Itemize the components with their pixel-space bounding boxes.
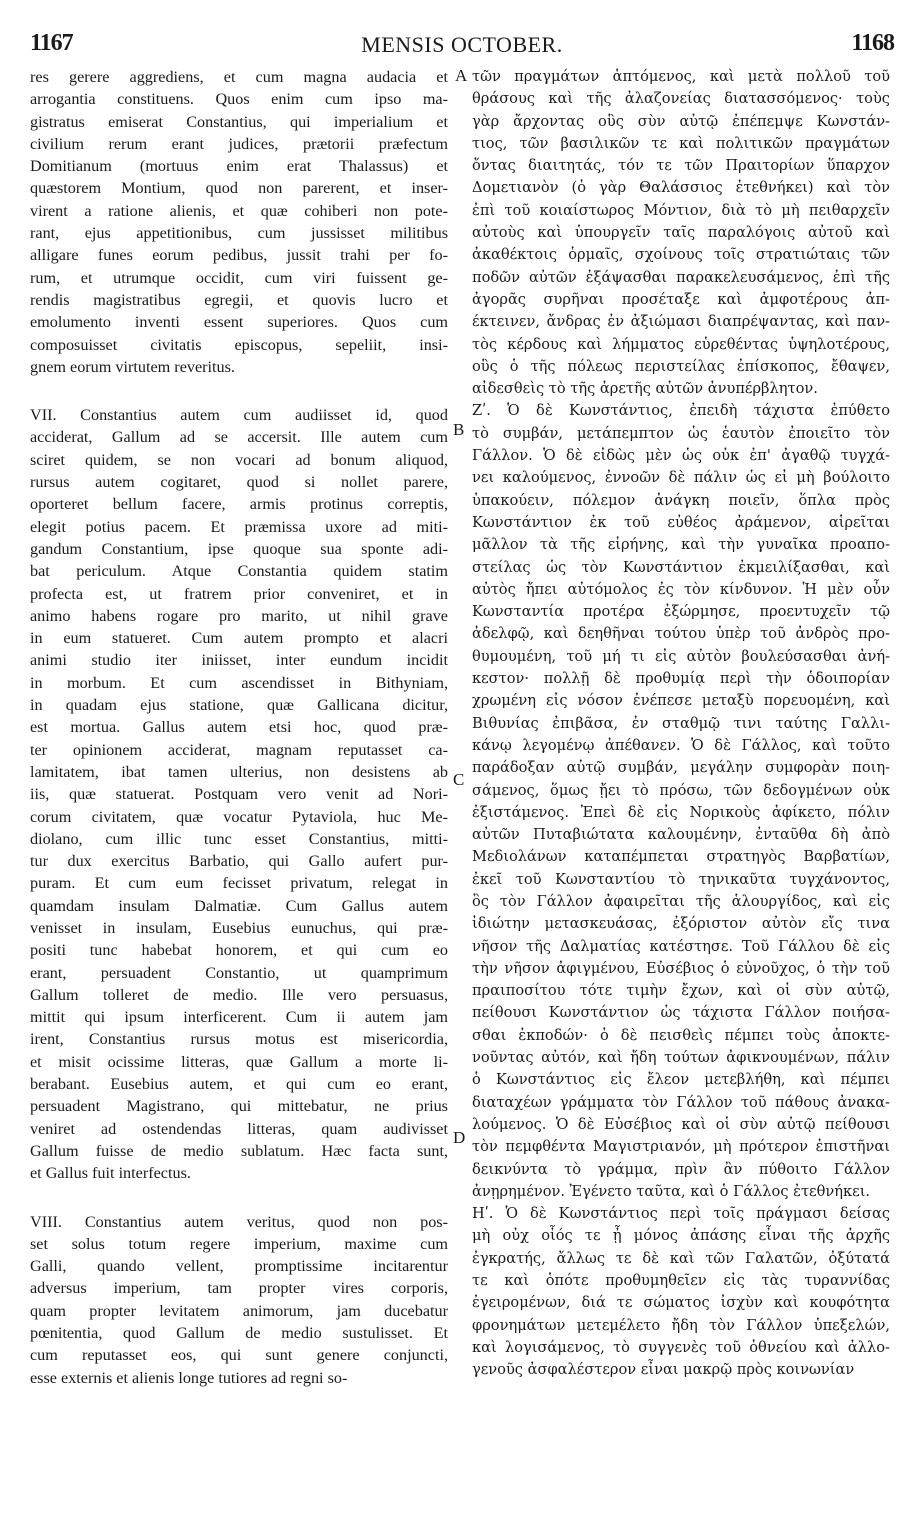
text-line: quam propter levitatem animorum, jam ducebatur <box>30 1301 448 1320</box>
text-line: δεικνύντα τὸ γράμμα, πρὶν ἂν πύθοιτο Γάλλον <box>472 1160 890 1178</box>
text-line: στείλας ὡς τὸν Κωνστάντιον ἐκμειλίξασθαι, καὶ <box>472 558 890 576</box>
text-line: in morbum. Et cum ascendisset in Bithyniam, <box>30 673 448 692</box>
text-line: emolumento inventi essent superiores. Quos cum <box>30 313 448 332</box>
text-line: esse externis et alienis longe tutiores ad regni so- <box>30 1368 348 1387</box>
text-line: αὐτὸς ἤπει αὐτόμολος ἐς τὸν κίνδυνον. Ἡ μὲν οὖν <box>472 580 890 598</box>
text-line: τιος, τῶν βασιλικῶν τε καὶ πολιτικῶν πραγμάτων <box>472 134 890 152</box>
text-line: VII. Constantius autem cum audiisset id, quod <box>30 406 448 425</box>
text-line: ἐγκρατής, ἄλλως τε δὲ καὶ τῶν Γαλατῶν, ὀξύτατά <box>472 1249 890 1267</box>
text-line: gistratus emiserat Constantius, qui imperialium et <box>30 112 448 131</box>
text-line: Gallum tolleret de medio. Ille vero persuasus, <box>30 985 448 1004</box>
text-line: οὓς ὁ τῆς πόλεως περιστείλας ἐπίσκοπος, ἔθαψεν, <box>472 357 890 375</box>
text-line: Μεδιολάνων καταπέμπεται στρατηγὸς Βαρβατίων, <box>472 848 890 866</box>
text-line: arrogantia constituens. Quos enim cum ipso ma- <box>30 90 448 109</box>
text-line: Ζʹ. Ὁ δὲ Κωνστάντιος, ἐπειδὴ τάχιστα ἐπύθετο <box>472 402 890 420</box>
text-line: ἰδιώτην μετασκευάσας, ἐξόριστον αὐτὸν εἴς τινα <box>472 915 890 933</box>
text-line: diolano, cum illic tunc esset Constantius, mitti- <box>30 829 448 848</box>
text-line: profecta est, ut fratrem prior conveniret, et in <box>30 584 448 603</box>
text-line: irent, Constantius rursus motus est misericordia, <box>30 1030 448 1049</box>
text-line: θράσους καὶ τῆς ἀλαζονείας διατασσόμενος· τοὺς <box>472 90 890 108</box>
page-number-left: 1167 <box>30 30 73 56</box>
latin-paragraph-8 <box>30 1211 448 1389</box>
greek-paragraph-6-end <box>472 66 890 400</box>
text-line: γὰρ ἄρχοντας οὓς σὺν αὐτῷ ἐπέπεμψε Κωνστάν- <box>472 112 890 130</box>
text-line: est mortua. Gallus autem etsi hoc, quod præ- <box>30 718 448 737</box>
text-line: θυμουμένη, τοῦ μή τι εἰς αὐτὸν βουλεύσασθαι ἀνή- <box>472 647 890 665</box>
text-line: αὐτῶν Πυταβιώτατα καλουμένην, ἐνταῦθα δὴ ἀπὸ <box>472 826 890 844</box>
text-line: νῆσον τῆς Δαλματίας κατέστησε. Τοῦ Γάλλου δὲ εἰς <box>472 937 890 955</box>
text-line: in eum statueret. Cum autem prompto et alacri <box>30 629 448 648</box>
text-line: ὑπακούειν, πόλεμον ἀνάγκη ποιεῖν, ὅπλα πρὸς <box>472 491 890 509</box>
text-line: τε καὶ ὁπότε προθυμηθεῖεν εἰς τὰς τυραννίδας <box>472 1272 890 1290</box>
text-line: quæstorem Montium, quod non parerent, et inser- <box>30 179 448 198</box>
page-header <box>30 30 894 60</box>
text-line: Κωνστάντιον ἐκ τοῦ εὐθέος ἀράμενον, αἱρεῖται <box>472 513 890 531</box>
text-line: νει καλούμενος, ἐννοῶν δὲ πάλιν ὡς εἰ μὴ βούλοιτο <box>472 469 890 487</box>
text-line: Domitianum (mortuus enim erat Thalassus) et <box>30 157 448 176</box>
text-line: rum, et utrumque occidit, cum viri fuissent ge- <box>30 268 448 287</box>
text-line: ἐξιστάμενος. Ἐπεὶ δὲ εἰς Νορικοὺς ἀφίκετο, πόλιν <box>472 803 890 821</box>
text-line: Δομετιανὸν (ὁ γὰρ Θαλάσσιος ἐτεθνήκει) καὶ τὸν <box>472 179 890 197</box>
text-line: αἰδεσθεὶς τὸ τῆς ἀρετῆς αὐτῶν ἀνυπέρβλητον. <box>472 380 818 398</box>
text-line: positi tunc habebat honorem, et qui cum eo <box>30 941 448 960</box>
text-line: elegit potius pacem. Et præmissa uxore ad miti- <box>30 517 448 536</box>
text-line: rursus autem cogitaret, quod si nollet parere, <box>30 473 448 492</box>
paragraph-gap <box>30 378 448 404</box>
text-line: πείθουσι Κωνστάντιον ὡς τάχιστα Γάλλον ποιήσα- <box>472 1004 890 1022</box>
text-line: Ηʹ. Ὁ δὲ Κωνστάντιος περὶ τοῖς πράγμασι δείσας <box>472 1205 890 1223</box>
text-line: persuadent Magistrano, qui mittebatur, ne prius <box>30 1097 448 1116</box>
text-line: νοῦντας αὐτόν, καὶ ἤδη τούτων ἀφικνουμένων, πάλιν <box>472 1049 890 1067</box>
text-line: civilium rerum erant judices, prætorii præfectum <box>30 134 448 153</box>
text-line: animo habens rogare pro marito, ut nihil grave <box>30 606 448 625</box>
greek-paragraph-7 <box>472 400 890 1203</box>
text-line: VIII. Constantius autem veritus, quod non pos- <box>30 1212 448 1231</box>
text-line: veniret ad ostendendas litteras, quam audivisset <box>30 1119 448 1138</box>
paragraph-gap <box>30 1185 448 1211</box>
text-line: res gerere aggrediens, et cum magna audacia et <box>30 68 448 86</box>
text-line: ἐκεῖ τοῦ Κωνσταντίου τὸ τηνικαῦτα τυγχάνοντος, <box>472 870 890 888</box>
text-line: Gallum fuisse de medio sublatum. Hæc facta sunt, <box>30 1141 448 1160</box>
text-line: έκτεινεν, ἄνδρας ἐν ἀξιώμασι διαπρέψαντας, καὶ παν- <box>472 313 890 331</box>
text-line: τὸ συμβάν, μετάπεμπτον ὡς ἑαυτὸν ἐποιεῖτο τὸν <box>472 424 890 442</box>
text-line: ter opinionem acciderat, magnam reputasset ca- <box>30 740 448 759</box>
text-line: acciderat, Gallum ad se accersit. Ille autem cum <box>30 428 448 447</box>
text-line: λούμενος. Ὁ δὲ Εὐσέβιος καὶ οἱ σὺν αὐτῷ πείθουσι <box>472 1115 890 1133</box>
text-line: alligare funes eorum pedibus, jussit trahi per fo- <box>30 246 448 265</box>
text-line: ὃς τὸν Γάλλον ἀφαιρεῖται τῆς ἁλουργίδος, καὶ εἰς <box>472 892 890 910</box>
text-line: αὐτοὺς καὶ ὑπουργεῖν ταῖς παραλόγοις αὐτοῦ καὶ <box>472 224 890 242</box>
greek-paragraph-8 <box>472 1203 890 1381</box>
text-line: tur dux exercitus Barbatio, qui Gallo aufert pur- <box>30 852 448 871</box>
text-line: berabant. Eusebius autem, et qui cum eo erant, <box>30 1075 448 1094</box>
text-line: παράδοξαν αὐτῷ συμβάν, μεγάλην συμφορὰν ποιη- <box>472 759 890 777</box>
latin-paragraph-7 <box>30 404 448 1184</box>
text-line: venisset in insulam, Eusebius eunuchus, qui præ- <box>30 918 448 937</box>
running-title: MENSIS OCTOBER. <box>361 32 563 57</box>
text-line: erant, persuadent Constantio, ut quamprimum <box>30 963 448 982</box>
text-line: et misit ocissime litteras, quæ Gallum a morte li- <box>30 1052 448 1071</box>
text-line: ὄντας διαιτητάς, τόν τε τῶν Πραιτορίων ὕπαρχον <box>472 157 890 175</box>
latin-paragraph-6-end <box>30 66 448 378</box>
text-line: ἀγορᾶς συρῆναι προσέταξε καὶ ἀμφοτέρους ἀπ- <box>472 290 890 308</box>
text-line: quamdam insulam Dalmatiæ. Cum Gallus autem <box>30 896 448 915</box>
text-line: κεστον· πολλῇ δὲ προθυμίᾳ περὶ τὴν ὁδοιπορίαν <box>472 670 890 688</box>
text-line: lamitatem, ibat tamen ulterius, non desistens ab <box>30 762 448 781</box>
text-line: ἐπὶ τοῦ κοιαίστωρος Μόντιον, διὰ τὸ μὴ πειθαρχεῖν <box>472 201 890 219</box>
text-line: animi studio iter iniisset, inter eundum incidit <box>30 651 448 670</box>
text-line: bat periculum. Atque Constantia quidem statim <box>30 562 448 581</box>
text-line: et Gallus fuit interfectus. <box>30 1164 191 1183</box>
text-line: iis, quæ statuerat. Postquam vero venit ad Nori- <box>30 785 448 804</box>
text-line: composuisset civitatis episcopus, sepeliit, insi- <box>30 335 448 354</box>
text-line: τῶν πραγμάτων ἁπτόμενος, καὶ μετὰ πολλοῦ τοῦ <box>472 68 890 85</box>
text-line: ποδῶν αὐτῶν ἐξάψασθαι παρακελευσάμενος, ἐπὶ τῆς <box>472 268 890 286</box>
text-line: τὴν νῆσον ἀφιγμένου, Εὐσέβιος ὁ εὐνοῦχος, ὁ τὴν τοῦ <box>472 959 890 977</box>
text-line: gandum Constantium, ipse quoque sua sponte adi- <box>30 539 448 558</box>
text-line: adversus imperium, tam propter vires corporis, <box>30 1279 448 1298</box>
text-line: oporteret bellum facere, armis protinus correptis, <box>30 495 448 514</box>
page-number-right: 1168 <box>851 30 894 56</box>
text-line: Βιθυνίας ἐπιβᾶσα, ἐν σταθμῷ τινι ταύτης Γαλλι- <box>472 714 890 732</box>
text-line: rendis magistratibus egregii, et quovis lucro et <box>30 290 448 309</box>
text-line: πραιποσίτου τότε τιμὴν ἔχων, καὶ οἱ σὺν αὐτῷ, <box>472 982 890 1000</box>
text-line: virent a ratione alienis, et quæ cohiberi non pote- <box>30 201 448 220</box>
text-line: ὁ Κωνστάντιος εἰς ἔλεον μετεβλήθη, καὶ πέμπει <box>472 1071 890 1089</box>
text-line: γενοῦς ἀσφαλέστερον εἶναι μακρῷ πρὸς κοινωνίαν <box>472 1361 855 1379</box>
text-line: gnem eorum virtutem reveritus. <box>30 357 235 376</box>
text-line: corum civitatem, quæ vocatur Pytaviola, huc Me- <box>30 807 448 826</box>
margin-letter-d: D <box>453 1128 466 1147</box>
text-line: μᾶλλον τὰ τῆς εἰρήνης, καὶ τὴν γυναῖκα προαπο- <box>472 536 890 554</box>
text-line: φρονημάτων μετεμέλετο ἤδη τὸν Γάλλον ὑπεξελών, <box>472 1316 890 1334</box>
margin-letter-b: B <box>453 420 465 439</box>
text-line: in quadam ejus statione, quæ Gallicana dicitur, <box>30 696 448 715</box>
text-line: τὸς κέρδους καὶ λήμματος εὑρεθέντας ὑψηλοτέρους, <box>472 335 890 353</box>
margin-letter-c: C <box>453 770 465 789</box>
greek-column <box>472 66 890 1382</box>
text-line: Galli, quando vellent, promptissime incitarentur <box>30 1257 448 1276</box>
text-line: puram. Et cum eum fecisset privatum, relegat in <box>30 874 448 893</box>
text-line: pœnitentia, quod Gallum de medio sustulisset. Et <box>30 1324 448 1343</box>
text-line: σάμενος, ὅμως ᾔει τὸ πρόσω, τῶν δεδογμένων οὐκ <box>472 781 890 799</box>
margin-letter-a: A <box>455 66 468 85</box>
text-line: ἀδελφῷ, καὶ δεηθῆναι τούτου ὑπὲρ τοῦ ἀνδρὸς προ- <box>472 625 890 643</box>
text-line: μὴ οὐχ οἷός τε ᾖ μόνος ἁπάσης εἶναι τῆς ἀρχῆς <box>472 1227 890 1245</box>
text-line: χρωμένη εἰς νόσον ἐνέπεσε μεταξὺ πορευομένη, καὶ <box>472 692 890 710</box>
text-line: Γάλλον. Ὁ δὲ εἰδὼς μὲν ὡς οὐκ ἐπ' ἀγαθῷ τυγχά- <box>472 447 890 465</box>
text-line: ἐγειρομένων, διά τε σώματος ἰσχὺν καὶ κουφότητα <box>472 1294 890 1312</box>
text-line: σθαι ἐκποδών· ὁ δὲ πεισθεὶς πέμπει τοὺς ἀποκτε- <box>472 1026 890 1044</box>
text-line: ἀνῃρημένον. Ἐγένετο ταῦτα, καὶ ὁ Γάλλος ἐτεθνήκει. <box>472 1182 871 1200</box>
text-line: set solus totum regere imperium, maxime cum <box>30 1234 448 1253</box>
text-line: καὶ λογισάμενος, τὸ συγγενὲς τοῦ ὀθνείου καὶ ἀλλο- <box>472 1338 890 1356</box>
text-line: cum reputasset eos, qui sunt genere conjuncti, <box>30 1346 448 1365</box>
text-line: rant, ejus appetitionibus, cum jussisset militibus <box>30 224 448 243</box>
text-line: κάνῳ λεγομένῳ ἀπέθανεν. Ὁ δὲ Γάλλος, καὶ τοῦτο <box>472 736 890 754</box>
text-line: ἀκαθέκτοις ὁρμαῖς, σχοίνους τοῖς στρατιώταις τῶν <box>472 246 890 264</box>
latin-column <box>30 66 448 1389</box>
text-line: Κωνσταντία προτέρα ἐξώρμησε, προεντυχεῖν τῷ <box>472 603 890 621</box>
text-line: mittit qui ipsum interficerent. Cum ii autem jam <box>30 1008 448 1027</box>
text-line: sciret quidem, se non vocari ad bonum aliquod, <box>30 450 448 469</box>
text-line: τὸν πεμφθέντα Μαγιστριανόν, μὴ πρότερον ἐπιστῆναι <box>472 1138 890 1156</box>
text-line: διαταχέων γράμματα τὸν Γάλλον τοῦ πάθους ἀνακα- <box>472 1093 890 1111</box>
